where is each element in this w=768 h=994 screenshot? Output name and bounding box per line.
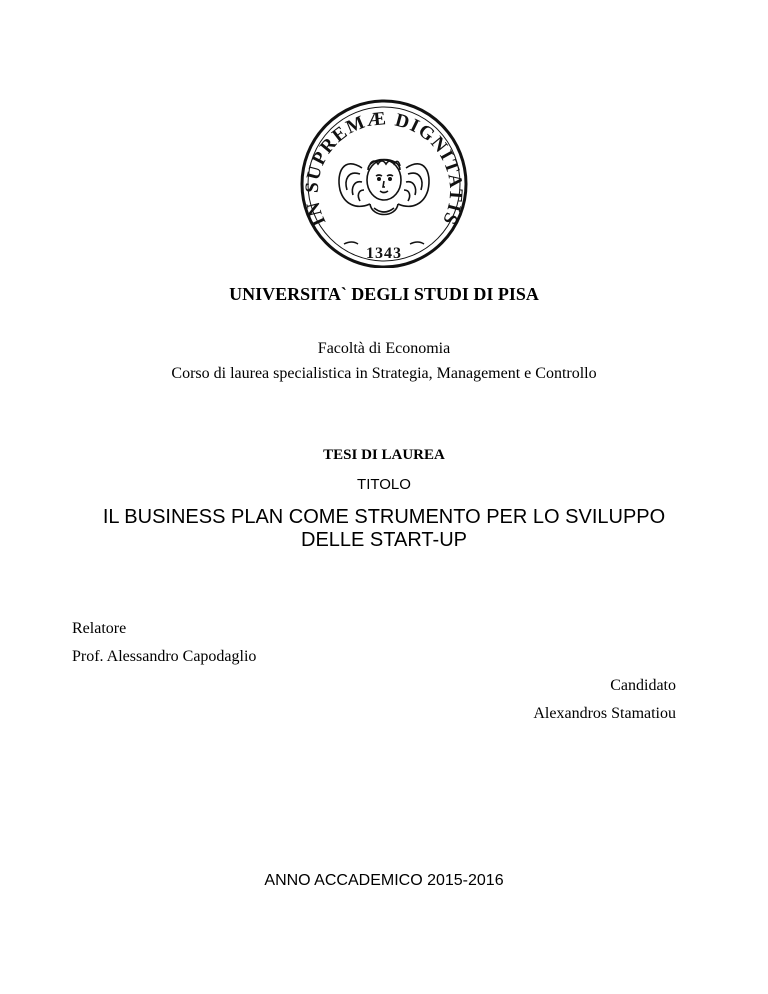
- seal-year: 1343: [366, 245, 402, 262]
- seal-motto: IN SUPREMÆ DIGNITATIS: [301, 108, 467, 230]
- course-name: Corso di laurea specialistica in Strategia, Management e Controllo: [171, 365, 597, 382]
- thesis-title-line-2: DELLE START-UP: [301, 529, 467, 551]
- academic-year: ANNO ACCADEMICO 2015-2016: [264, 872, 504, 889]
- supervisor-name: Prof. Alessandro Capodaglio: [72, 648, 257, 665]
- supervisor-label: Relatore: [72, 620, 127, 637]
- faculty-name: Facoltà di Economia: [317, 340, 451, 357]
- candidate-name: Alexandros Stamatiou: [533, 705, 676, 722]
- university-seal: [300, 98, 468, 268]
- cherub-emblem-icon: [339, 160, 429, 215]
- university-name: UNIVERSITA` DEGLI STUDI DI PISA: [229, 284, 539, 304]
- thesis-title-line-1: IL BUSINESS PLAN COME STRUMENTO PER LO SVILUPPO: [102, 506, 666, 528]
- candidate-label: Candidato: [610, 677, 676, 694]
- seal-year-divider: [344, 242, 424, 244]
- thesis-title: [84, 506, 684, 552]
- title-label: TITOLO: [357, 476, 411, 493]
- thesis-kind: TESI DI LAUREA: [323, 447, 445, 463]
